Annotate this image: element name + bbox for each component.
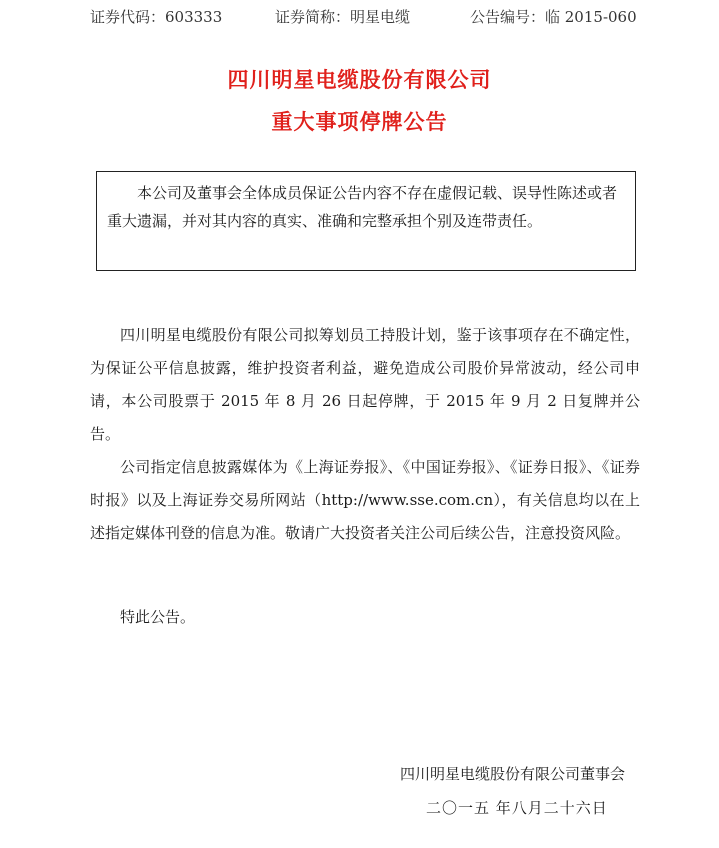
announcement-number: 公告编号：临 2015-060 — [470, 8, 637, 26]
board-guarantee-notice: 本公司及董事会全体成员保证公告内容不存在虚假记载、误导性陈述或者重大遗漏，并对其内容的真实、准确和完整承担个别及连带责任。 — [96, 171, 636, 271]
stock-code: 证券代码：603333 — [90, 8, 223, 26]
document-header — [0, 6, 719, 28]
body-paragraph-disclosure-media: 公司指定信息披露媒体为《上海证券报》、《中国证券报》、《证券日报》、《证券时报》以及上海证券交易所网站（http://www.sse.com.cn），有关信息均以在上述指定媒体刊登的信息为准。敬请广大投资者关注公司后续公告，注意投资风险。 — [90, 458, 640, 542]
closing-statement: 特此公告。 — [120, 608, 196, 626]
signature-issuer: 四川明星电缆股份有限公司董事会 — [400, 765, 626, 783]
body-paragraph-suspension: 四川明星电缆股份有限公司拟筹划员工持股计划，鉴于该事项存在不确定性，为保证公平信息披露，维护投资者利益，避免造成公司股价异常波动，经公司申请，本公司股票于 2015 年 8 月 26 日起停牌，于 2015 年 9 月 2 日复牌并公告。 — [90, 326, 640, 443]
stock-abbreviation: 证券简称：明星电缆 — [275, 8, 411, 26]
company-title: 四川明星电缆股份有限公司 — [227, 68, 492, 92]
announcement-title: 重大事项停牌公告 — [271, 110, 448, 134]
signature-date: 二〇一五 年八月二十六日 — [426, 799, 608, 817]
